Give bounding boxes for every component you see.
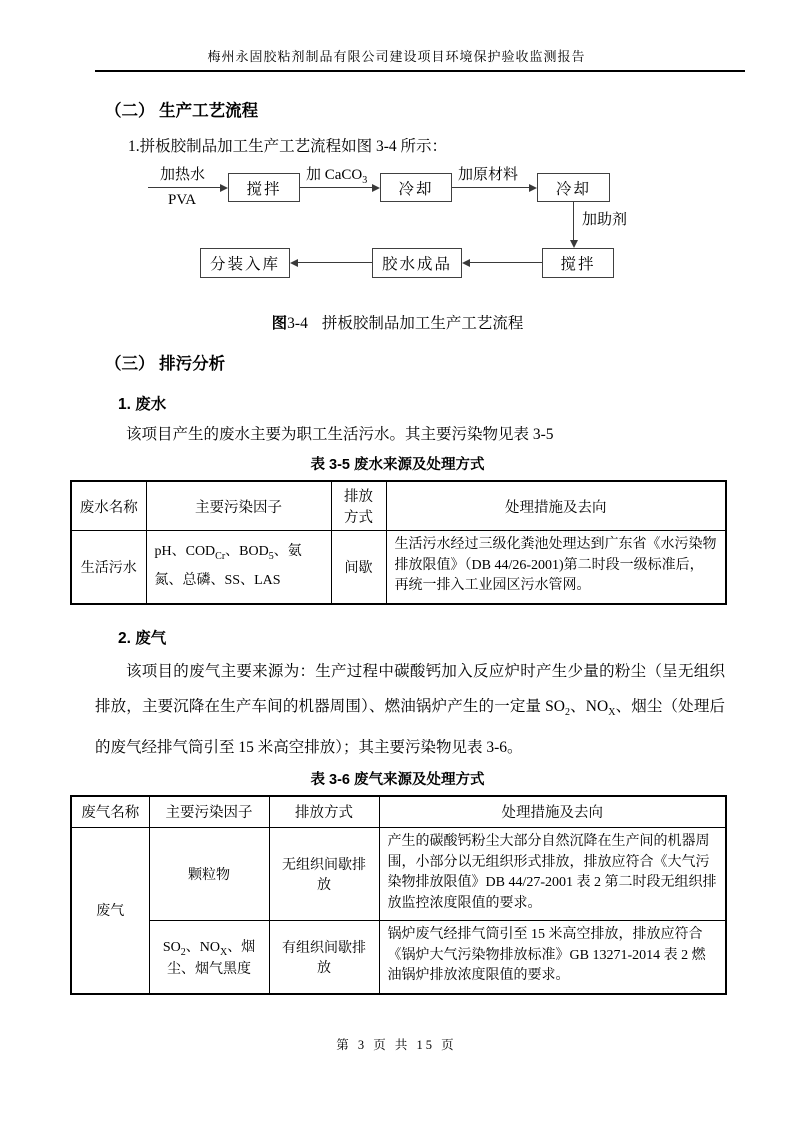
nox-subscript: X xyxy=(608,706,616,718)
process-flowchart xyxy=(70,162,725,282)
flow-box-stir-2: 搅拌 xyxy=(542,248,614,278)
table-row xyxy=(71,921,726,994)
column-header: 主要污染因子 xyxy=(149,796,269,828)
flow-box-cool-2: 冷却 xyxy=(537,173,610,202)
caco3-subscript: 3 xyxy=(362,175,368,186)
column-header: 处理措施及去向 xyxy=(379,796,726,828)
flow-arrow-line xyxy=(452,187,531,188)
flow-label-caco3: 加 CaCO$_3$ xyxy=(306,167,368,186)
table-header-row xyxy=(71,796,726,828)
page-content xyxy=(70,97,725,995)
column-header: 处理措施及去向 xyxy=(386,481,726,531)
column-header: 主要污染因子 xyxy=(146,481,331,531)
wastewater-mode-cell: 间歇 xyxy=(331,531,386,604)
figure-caption-fig: 图 xyxy=(271,315,288,332)
wastewater-treatment-cell: 生活污水经过三级化粪池处理达到广东省《水污染物排放限值》（DB 44/26-2001)第二时段一级标准后，再统一排入工业园区污水管网。 xyxy=(386,531,726,604)
codcr-subscript: Cr xyxy=(215,551,226,563)
flow-input-label-top: 加热水 xyxy=(160,167,206,183)
column-header: 废水名称 xyxy=(71,481,146,531)
wastegas-mode-cell: 无组织间歇排放 xyxy=(269,828,379,921)
wastegas-pollutant-cell: $SO_2$、$NO_X$、烟尘、烟气黑度 xyxy=(149,921,269,994)
process-intro-text: 1.拼板胶制品加工生产工艺流程如图 3-4 所示： xyxy=(128,138,448,155)
section-heading-process: （二） 生产工艺流程 xyxy=(105,102,259,120)
table-header-row xyxy=(71,481,726,531)
table35-caption: 表 3-5 废水来源及处理方式 xyxy=(310,457,485,473)
flow-arrow-right-icon xyxy=(372,184,380,192)
wastegas-mode-cell: 有组织间歇排放 xyxy=(269,921,379,994)
flow-arrow-line xyxy=(297,262,372,263)
wastegas-paragraph: 该项目的废气主要来源为：生产过程中碳酸钙加入反应炉时产生少量的粉尘（呈无组织排放，主要沉降在生产车间的机器周围）、燃油锅炉产生的一定量 $SO_2$、$NO_X$、烟尘（处理后的废气经排气筒引至 15 米高空排放）；其主要污染物见表 3-6。 xyxy=(95,662,725,756)
flow-arrow-line xyxy=(148,187,222,188)
wastewater-paragraph: 该项目产生的废水主要为职工生活污水。其主要污染物见表 3-5 xyxy=(126,426,554,443)
so2-subscript: 2 xyxy=(180,946,186,958)
wastegas-pollutant-cell: 颗粒物 xyxy=(149,828,269,921)
subsection-heading-wastewater: 1. 废水 xyxy=(118,396,167,413)
flow-label-raw-material: 加原材料 xyxy=(458,167,519,183)
wastewater-name-cell: 生活污水 xyxy=(71,531,146,604)
wastegas-treatment-cell: 锅炉废气经排气筒引至 15 米高空排放，排放应符合《锅炉大气污染物排放标准》GB 13271-2014 表 2 燃油锅炉排放浓度限值的要求。 xyxy=(379,921,726,994)
figure-caption-number: 3-4 xyxy=(287,315,308,332)
flow-box-stir-1: 搅拌 xyxy=(228,173,300,202)
table36-caption: 表 3-6 废气来源及处理方式 xyxy=(310,771,485,788)
flow-arrow-right-icon xyxy=(220,184,228,192)
flow-label-additive: 加助剂 xyxy=(582,212,628,228)
table-row xyxy=(71,531,726,604)
flow-arrow-line xyxy=(300,187,374,188)
figure-caption-text: 拼板胶制品加工生产工艺流程 xyxy=(321,315,524,332)
flow-box-glue-product: 胶水成品 xyxy=(372,248,462,278)
wastegas-table xyxy=(70,795,727,995)
page-number-footer: 第 3 页 共 15 页 xyxy=(336,1038,457,1052)
header-rule xyxy=(95,70,745,72)
table-row xyxy=(71,828,726,921)
flow-arrow-left-icon xyxy=(290,259,298,267)
bod5-subscript: 5 xyxy=(268,551,274,563)
flow-input-label-bottom: PVA xyxy=(168,192,197,208)
wastewater-pollutants-cell: pH、$COD_{Cr}$、$BOD_5$、氨氮、总磷、SS、LAS xyxy=(146,531,331,604)
section-heading-pollution: （三） 排污分析 xyxy=(105,355,226,373)
wastegas-name-cell: 废气 xyxy=(71,828,149,994)
nox-subscript: X xyxy=(219,946,228,958)
column-header: 排放方式 xyxy=(331,481,386,531)
flow-arrow-down-icon xyxy=(570,240,578,248)
flow-box-pack-store: 分装入库 xyxy=(200,248,290,278)
wastegas-treatment-cell: 产生的碳酸钙粉尘大部分自然沉降在生产间的机器周围，小部分以无组织形式排放，排放应符合《大气污染物排放限值》DB 44/27-2001 表 2 第二时段无组织排放监控浓度限值的要求。 xyxy=(379,828,726,921)
flow-arrow-right-icon xyxy=(529,184,537,192)
subsection-heading-wastegas: 2. 废气 xyxy=(118,629,167,647)
so2-subscript: 2 xyxy=(564,706,570,718)
page-header-title: 梅州永固胶粘剂制品有限公司建设项目环境保护验收监测报告 xyxy=(207,49,586,64)
figure-caption xyxy=(70,311,725,333)
flow-arrow-line xyxy=(573,202,574,242)
column-header: 排放方式 xyxy=(269,796,379,828)
wastewater-table xyxy=(70,480,727,605)
flow-arrow-line xyxy=(469,262,542,263)
flow-box-cool-1: 冷却 xyxy=(380,173,452,202)
flow-arrow-left-icon xyxy=(462,259,470,267)
column-header: 废气名称 xyxy=(71,796,149,828)
